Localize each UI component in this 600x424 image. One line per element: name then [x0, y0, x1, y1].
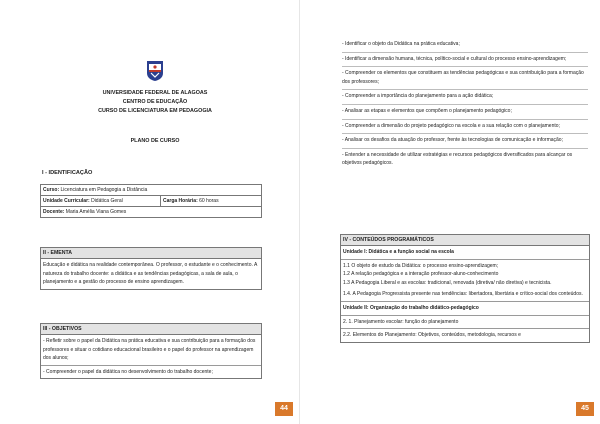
objetivos-title: III - OBJETIVOS [41, 324, 261, 335]
objetivo-item: - Analisar as etapas e elementos que compõem o planejamento pedagógico; [342, 108, 512, 115]
objetivos-box [40, 323, 262, 379]
curso-cell: Curso: Licenciatura em Pedagogia a Distância [41, 185, 262, 196]
unit-item: 1.1 O objeto de estudo da Didática: o processo ensino-aprendizagem; [343, 262, 499, 269]
unit1-items [341, 260, 589, 301]
unit-item: 2. 1. Planejamento escolar: função do planejamento [341, 315, 589, 329]
university-logo-icon [146, 60, 164, 82]
objetivo-item: - Compreender os elementos que constituem as tendências pedagógicas e sua contribuição para a formação dos professores; [342, 70, 584, 85]
unit-item: 1.4. A Pedagogia Progressista presente nas tendências: libertadora, libertária e crítico-social dos conteúdos. [343, 291, 583, 298]
course-name: CURSO DE LICENCIATURA EM PEDAGOGIA [98, 108, 212, 114]
objetivo-item: - Identificar a dimensão humana, técnica, político-social e cultural do processo ensino-aprendizagem; [342, 55, 567, 62]
docente-cell: Docente: Maria Amélia Viana Gomes [41, 207, 262, 218]
objetivo-item: - Compreender a importância do planejamento para a ação didática; [342, 93, 494, 100]
conteudos-title: IV - CONTEÚDOS PROGRAMÁTICOS [341, 235, 589, 246]
unidade-curricular-cell: Unidade Curricular: Didática Geral [41, 196, 161, 207]
page-number-left: 44 [275, 402, 293, 416]
unit2-title: Unidade II: Organização do trabalho didático-pedagógico [341, 301, 589, 315]
objetivo-item: - Compreender a dimensão do projeto pedagógico na escola e a sua relação com o planejamento; [342, 122, 560, 129]
objetivo-item: - Identificar o objeto da Didática na prática educativa; [342, 41, 460, 47]
unit-item: 1.2 A relação pedagógica e a interação professor-aluno-conhecimento [343, 271, 499, 278]
unit-item: 2.2. Elementos do Planejamento: Objetivos, conteúdos, metodologia, recursos e [341, 328, 589, 342]
institution-name: UNIVERSIDADE FEDERAL DE ALAGOAS [102, 90, 208, 96]
right-page [300, 0, 600, 424]
identification-table [40, 184, 262, 218]
objetivo-item: - Entender a necessidade de utilizar estratégias e recursos pedagógicos diversificados para alcançar os objetivos pedagógicos. [342, 152, 573, 167]
ementa-title: II - EMENTA [41, 248, 261, 259]
unit-item: 1.3 A Pedagogia Liberal e as escolas: tradicional, renovada (diretiva/ não diretiva) e tecnicista. [343, 279, 552, 286]
page-number-right: 45 [576, 402, 594, 416]
objetivo-item: - Compreender o papel da didática no desenvolvimento do trabalho docente; [41, 365, 261, 379]
section-identificacao: I - IDENTIFICAÇÃO [42, 170, 93, 176]
plan-title: PLANO DE CURSO [130, 138, 180, 144]
objetivo-item: - Analisar os desafios da atuação do professor, frente às tecnologias de comunicação e informação; [342, 137, 563, 144]
center-name: CENTRO DE EDUCAÇÃO [122, 99, 188, 105]
conteudos-box [340, 234, 590, 343]
objetivo-item: - Refletir sobre o papel da Didática na prática educativa e sua contribuição para a formação dos professores e situar o cotidiano educacional brasileiro e o papel do professor na aprendizagem dos alunos; [43, 338, 256, 362]
unit1-title: Unidade I: Didática e a função social na escola [341, 246, 589, 260]
objetivos-continuation [342, 40, 588, 171]
carga-horaria-cell: Carga Horária: 60 horas [161, 196, 262, 207]
ementa-text: Educação e didática na realidade contemporânea. O professor, o estudante e o conhecimento. A natureza do trabalho docente: a didática e as tendências pedagógicas, a sala de aula, o planejamento e a gestão do processo de ensino aprendizagem. [43, 262, 258, 286]
ementa-box [40, 247, 262, 290]
